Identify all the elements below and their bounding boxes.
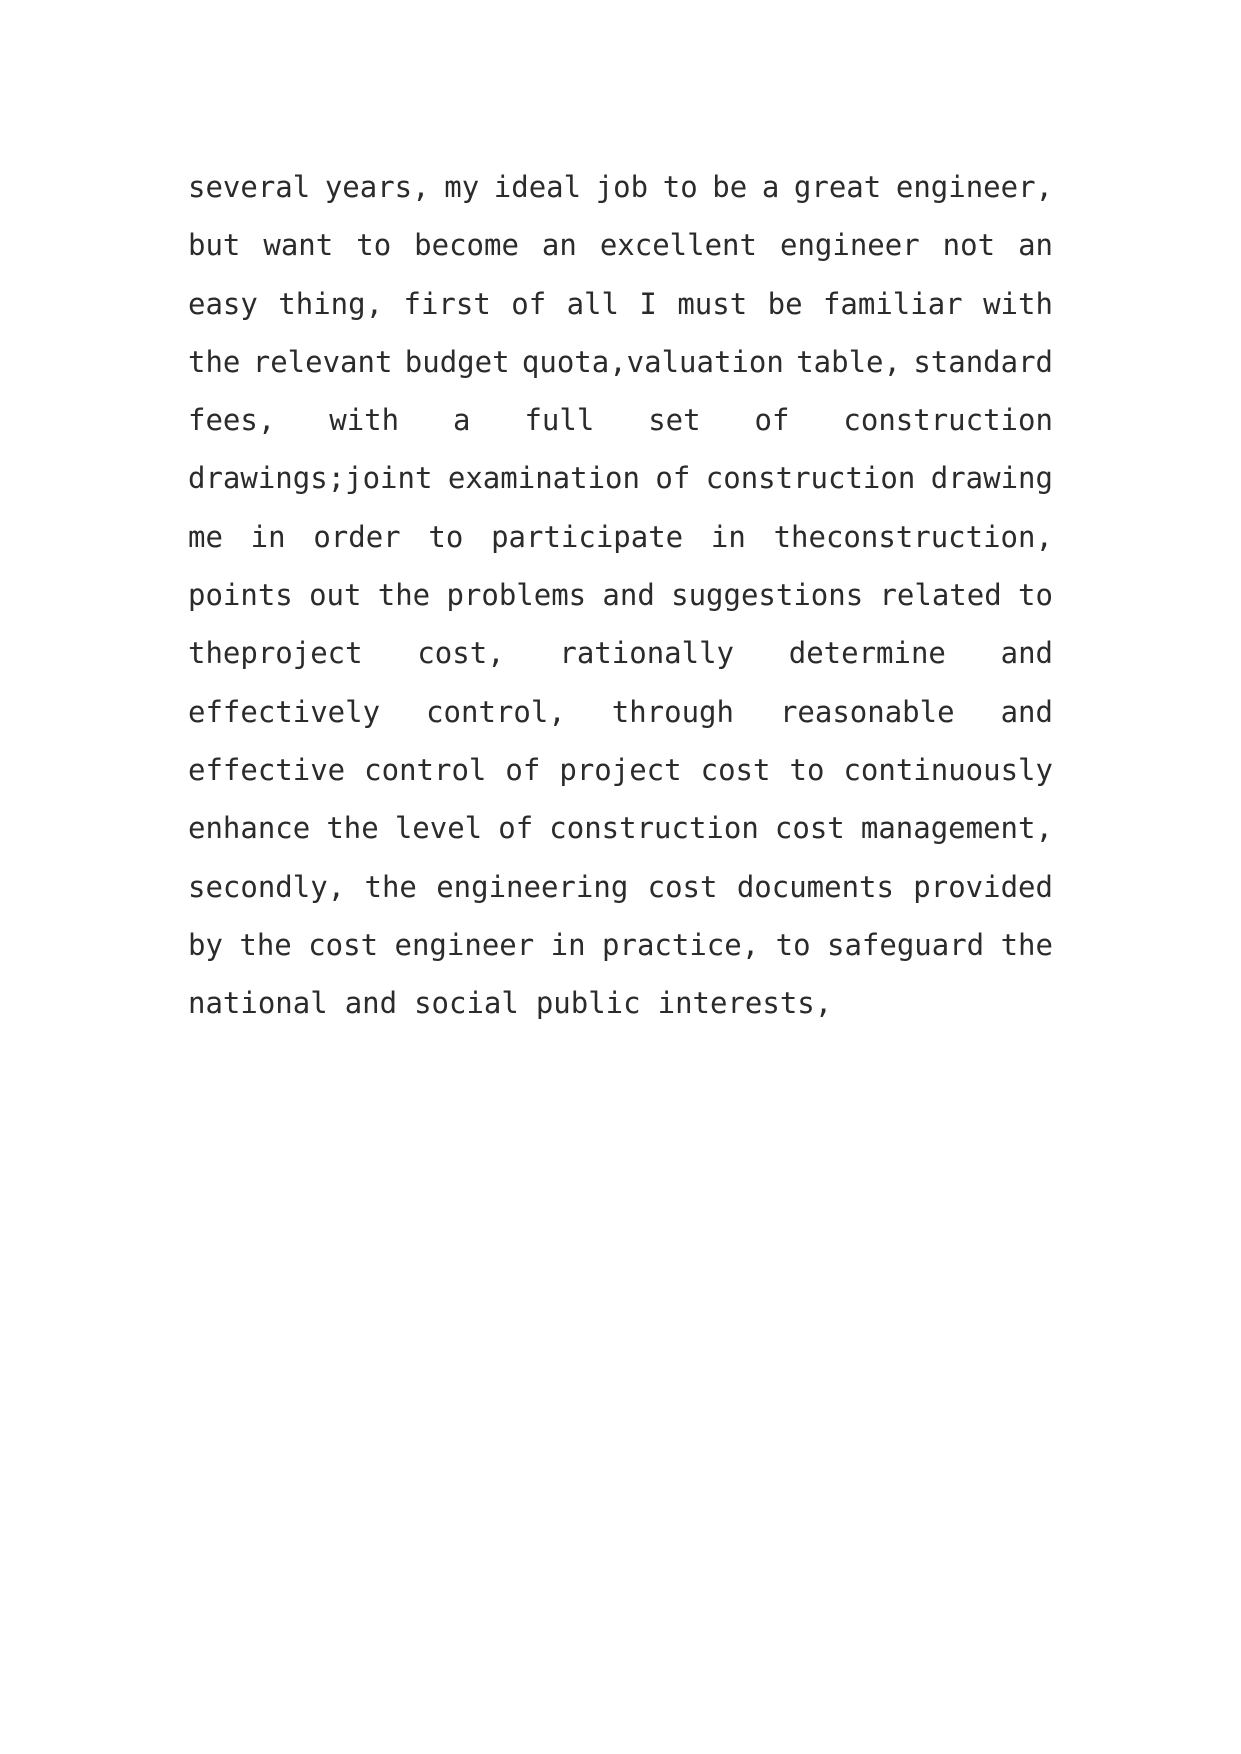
word: continuously bbox=[843, 752, 1053, 787]
word: excellent bbox=[599, 228, 757, 263]
word: of bbox=[505, 752, 541, 787]
word: standard bbox=[913, 344, 1053, 379]
word: set bbox=[648, 403, 701, 438]
word: want bbox=[263, 228, 334, 263]
word: budget bbox=[404, 344, 510, 379]
word: but bbox=[188, 228, 241, 263]
word: reasonable bbox=[779, 694, 955, 729]
word: the bbox=[239, 927, 292, 962]
word: to bbox=[775, 927, 811, 962]
word: through bbox=[611, 694, 734, 729]
text-line bbox=[188, 391, 1053, 449]
word: the bbox=[364, 869, 417, 904]
word: not bbox=[942, 228, 996, 263]
word: participate bbox=[491, 519, 684, 554]
word: determine bbox=[788, 636, 946, 671]
text-line bbox=[188, 974, 1053, 1032]
word: easy bbox=[188, 286, 258, 321]
word: and bbox=[1000, 636, 1053, 671]
word: a bbox=[453, 403, 471, 438]
word: of bbox=[498, 811, 534, 846]
word: in bbox=[250, 519, 286, 554]
word: suggestions bbox=[671, 578, 864, 613]
word: the bbox=[188, 344, 241, 379]
text-line bbox=[188, 683, 1053, 741]
word: effectively bbox=[188, 694, 381, 729]
text-line bbox=[188, 624, 1053, 682]
word: enhance bbox=[188, 811, 311, 846]
text-line bbox=[188, 916, 1053, 974]
word: public bbox=[535, 986, 641, 1021]
word: relevant bbox=[252, 344, 393, 379]
word: examination bbox=[447, 461, 640, 496]
word: in bbox=[550, 927, 586, 962]
text-line bbox=[188, 566, 1053, 624]
word: by bbox=[188, 927, 223, 962]
word: provided bbox=[913, 869, 1053, 904]
text-line bbox=[188, 158, 1053, 216]
word: safeguard bbox=[827, 927, 985, 962]
word: to bbox=[662, 170, 698, 204]
word: cost bbox=[308, 927, 379, 962]
word: several bbox=[188, 170, 311, 204]
word: problems bbox=[446, 578, 587, 613]
word: control, bbox=[426, 694, 566, 729]
word: years, bbox=[324, 170, 430, 204]
body-paragraph bbox=[188, 158, 1053, 1032]
word: order bbox=[313, 519, 401, 554]
word: my bbox=[444, 170, 480, 204]
word: job bbox=[595, 170, 649, 204]
word: control bbox=[364, 752, 487, 787]
word: me bbox=[188, 519, 223, 554]
word: interests, bbox=[657, 986, 833, 1021]
word: drawings;joint bbox=[188, 461, 433, 496]
word: engineer, bbox=[895, 170, 1053, 204]
word: table, bbox=[796, 344, 901, 379]
word: must bbox=[677, 286, 748, 321]
word: great bbox=[793, 170, 882, 204]
word: drawing bbox=[930, 461, 1053, 496]
word: quota,valuation bbox=[521, 344, 784, 379]
text-line bbox=[188, 508, 1053, 566]
word: thing, bbox=[278, 286, 384, 321]
word: ideal bbox=[493, 170, 582, 204]
word: cost, bbox=[417, 636, 505, 671]
word: cost bbox=[700, 752, 771, 787]
word: and bbox=[602, 578, 655, 613]
word: the bbox=[326, 811, 379, 846]
word: of bbox=[655, 461, 691, 496]
word: be bbox=[767, 286, 803, 321]
word: theconstruction, bbox=[773, 519, 1053, 554]
word: documents bbox=[736, 869, 894, 904]
word: become bbox=[414, 228, 519, 263]
word: management, bbox=[860, 811, 1053, 846]
word: I bbox=[639, 286, 657, 321]
word: cost bbox=[774, 811, 845, 846]
word: engineer bbox=[394, 927, 535, 962]
word: in bbox=[710, 519, 746, 554]
word: with bbox=[329, 403, 400, 438]
word: project bbox=[559, 752, 682, 787]
word: rationally bbox=[559, 636, 734, 671]
word: first bbox=[403, 286, 491, 321]
word: to bbox=[789, 752, 825, 787]
word: national bbox=[188, 986, 328, 1021]
word: and bbox=[344, 986, 398, 1021]
word: related bbox=[879, 578, 1002, 613]
word: the bbox=[377, 578, 431, 613]
word: all bbox=[566, 286, 619, 321]
word: of bbox=[511, 286, 547, 321]
word: and bbox=[1000, 694, 1053, 729]
word: an bbox=[541, 228, 577, 263]
text-line bbox=[188, 333, 1053, 391]
word: to bbox=[428, 519, 464, 554]
word: be bbox=[712, 170, 748, 204]
word: to bbox=[1017, 578, 1053, 613]
word: construction bbox=[705, 461, 916, 496]
word: the bbox=[1000, 927, 1053, 962]
word: practice, bbox=[602, 927, 760, 962]
text-line bbox=[188, 741, 1053, 799]
word: engineering bbox=[436, 869, 629, 904]
text-line bbox=[188, 275, 1053, 333]
text-line bbox=[188, 449, 1053, 507]
word: an bbox=[1018, 228, 1053, 263]
text-line bbox=[188, 858, 1053, 916]
word: a bbox=[761, 170, 780, 204]
word: with bbox=[983, 286, 1053, 321]
word: to bbox=[356, 228, 392, 263]
word: construction bbox=[549, 811, 759, 846]
word: level bbox=[394, 811, 483, 846]
word: of bbox=[754, 403, 790, 438]
word: cost bbox=[647, 869, 718, 904]
word: theproject bbox=[188, 636, 363, 671]
word: construction bbox=[843, 403, 1053, 438]
word: full bbox=[524, 403, 595, 438]
word: engineer bbox=[779, 228, 920, 263]
text-line bbox=[188, 799, 1053, 857]
word: effective bbox=[188, 752, 346, 787]
word: out bbox=[309, 578, 362, 613]
word: familiar bbox=[822, 286, 963, 321]
word: secondly, bbox=[188, 869, 346, 904]
word: fees, bbox=[188, 403, 276, 438]
word: social bbox=[414, 986, 519, 1021]
word: points bbox=[188, 578, 293, 613]
text-line bbox=[188, 216, 1053, 274]
